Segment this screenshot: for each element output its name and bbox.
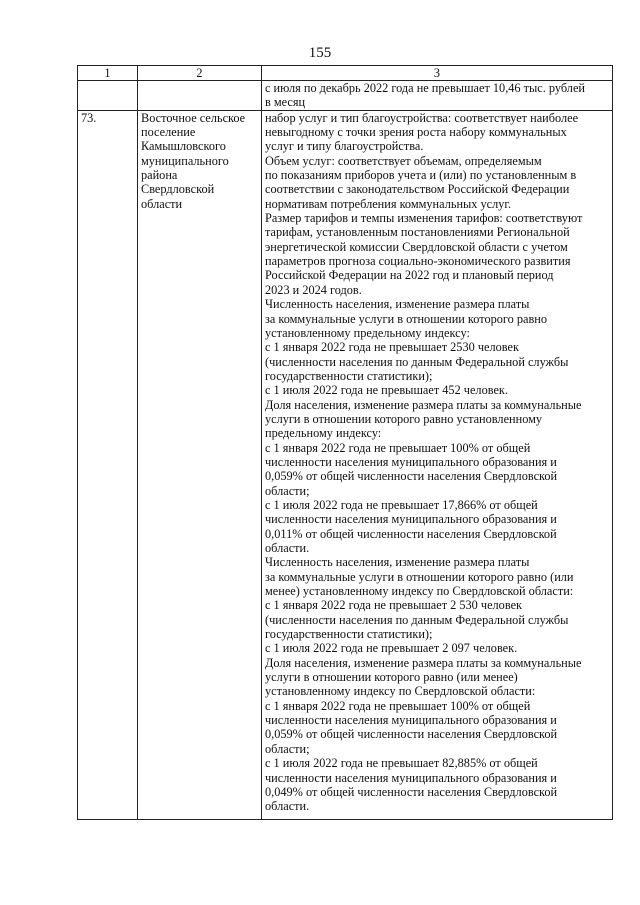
text-line: услуги в отношении которого равно (или менее) [265, 670, 518, 685]
text-line: 0,011% от общей численности населения Свердловской [265, 526, 557, 541]
text-line: установленному индексу по Свердловской области: [265, 684, 536, 699]
text-line: области. [265, 799, 310, 814]
settlement-name [138, 110, 262, 819]
text-line: Размер тарифов и темпы изменения тарифов: соответствуют [265, 211, 583, 226]
text-line: за коммунальные услуги в отношении которого равно (или [265, 569, 574, 584]
text-line: за коммунальные услуги в отношении которого равно [265, 311, 548, 326]
document-table [77, 65, 613, 820]
column-header: 1 [78, 66, 138, 81]
text-line: с 1 июля 2022 года не превышает 82,885% от общей [265, 756, 538, 771]
row-name-cell [138, 81, 262, 111]
text-line: невыгодному с точки зрения роста набору коммунальных [265, 125, 567, 140]
text-line: энергетической комиссии Свердловской области с учетом [265, 239, 568, 254]
settlement-name-line: поселение [141, 125, 196, 140]
text-line: с 1 июля 2022 года не превышает 17,866% от общей [265, 497, 538, 512]
text-line: соответствии с законодательством Российской Федерации [265, 182, 570, 197]
table-row [78, 110, 613, 819]
text-line: области; [265, 483, 310, 498]
text-line: нормативам потребления коммунальных услуг. [265, 196, 512, 211]
text-line: с июля по декабрь 2022 года не превышает 10,46 тыс. рублей [265, 81, 585, 95]
text-line: государственности статистики); [265, 368, 433, 383]
settlement-name-line: Свердловской [141, 182, 215, 197]
table-header-row [78, 66, 613, 81]
text-line: предельному индексу: [265, 426, 382, 441]
text-line: области; [265, 741, 310, 756]
text-line: численности населения муниципального образования и [265, 713, 557, 728]
text-line: с 1 января 2022 года не превышает 2 530 человек [265, 598, 522, 613]
text-line: установленному предельному индексу: [265, 325, 470, 340]
continued-text [265, 81, 609, 110]
text-line: услуг и типу благоустройства. [265, 139, 424, 154]
page-number: 155 [308, 45, 332, 61]
settlement-name-line: муниципального [141, 153, 229, 168]
settlement-name-line: Камышловского [141, 139, 226, 154]
text-line: набор услуг и тип благоустройства: соответствует наиболее [265, 110, 579, 125]
text-line: Российской Федерации на 2022 год и плановый период [265, 268, 554, 283]
row-text-cell [262, 81, 613, 111]
text-line: государственности статистики); [265, 627, 433, 642]
text-line: Численность населения, изменение размера платы [265, 297, 530, 312]
text-line: 0,059% от общей численности населения Свердловской [265, 469, 558, 484]
text-line: услуги в отношении которого равно установленному [265, 411, 543, 426]
row-number: 73. [78, 110, 138, 819]
text-line: 2023 и 2024 годов. [265, 282, 362, 297]
column-header: 3 [262, 66, 613, 81]
settlement-name-line: области [141, 196, 183, 211]
text-line: в месяц [265, 95, 306, 110]
text-line: 0,049% от общей численности населения Свердловской [265, 784, 558, 799]
text-line: с 1 июля 2022 года не превышает 2 097 человек. [265, 641, 518, 656]
text-line: по показаниям приборов учета и (или) по установленным в [265, 168, 577, 183]
text-line: Доля населения, изменение размера платы за коммунальные [265, 397, 582, 412]
text-line: области. [265, 541, 310, 555]
text-line: Численность населения, изменение размера платы [265, 555, 530, 570]
row-text [265, 111, 609, 814]
text-line: с 1 июля 2022 года не превышает 452 человек. [265, 383, 508, 398]
text-line: параметров прогноза социально-экономического развития [265, 254, 571, 269]
text-line: численности населения муниципального образования и [265, 770, 557, 785]
row-text-cell [262, 110, 613, 819]
text-line: Доля населения, изменение размера платы за коммунальные [265, 655, 582, 670]
text-line: Объем услуг: соответствует объемам, определяемым [265, 153, 542, 168]
text-line: с 1 января 2022 года не превышает 100% от общей [265, 698, 531, 713]
text-line: 0,059% от общей численности населения Свердловской [265, 727, 558, 742]
settlement-name-line: района [141, 168, 178, 183]
text-line: численности населения муниципального образования и [265, 454, 557, 469]
row-number-cell [78, 81, 138, 111]
column-header: 2 [138, 66, 262, 81]
text-line: с 1 января 2022 года не превышает 2530 человек [265, 340, 519, 355]
continued-row [78, 81, 613, 111]
text-line: (численности населения по данным Федеральной службы [265, 354, 569, 369]
settlement-name-line: Восточное сельское [141, 110, 246, 125]
text-line: численности населения муниципального образования и [265, 512, 557, 527]
text-line: менее) установленному индексу по Свердловской области: [265, 584, 574, 599]
text-line: с 1 января 2022 года не превышает 100% от общей [265, 440, 531, 455]
text-line: тарифам, установленным постановлениями Региональной [265, 225, 570, 240]
text-line: (численности населения по данным Федеральной службы [265, 612, 569, 627]
